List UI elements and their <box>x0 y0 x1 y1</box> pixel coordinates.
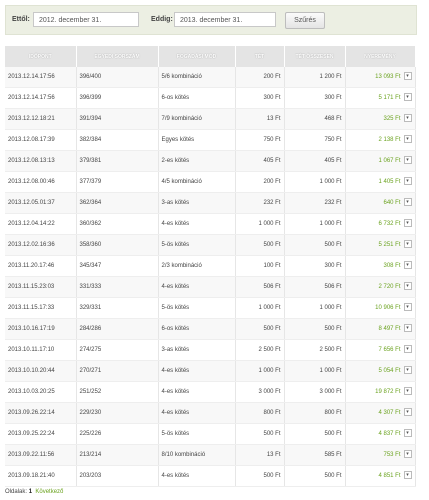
caret-down-icon[interactable]: ▾ <box>404 240 412 248</box>
cell-total-stake <box>284 130 345 151</box>
cell-time <box>5 445 76 466</box>
caret-down-icon[interactable]: ▾ <box>404 471 412 479</box>
caret-down-icon[interactable]: ▾ <box>404 219 412 227</box>
cell-serial-text: 225/226 <box>79 431 102 437</box>
cell-bet-type-text: 2/3 kombináció <box>161 263 202 269</box>
cell-total-stake <box>284 88 345 109</box>
cell-stake <box>235 130 284 151</box>
cell-serial <box>76 67 158 88</box>
table-row <box>5 319 415 340</box>
table-row <box>5 214 415 235</box>
cell-bet-type <box>158 319 235 340</box>
cell-time-text: 2013.12.08.00:46 <box>8 179 55 185</box>
cell-bet-type <box>158 109 235 130</box>
cell-winnings-text: 5 251 Ft <box>378 242 401 248</box>
cell-serial-text: 362/364 <box>79 200 102 206</box>
cell-winnings <box>345 382 415 403</box>
cell-bet-type-text: 5/6 kombináció <box>161 74 202 80</box>
cell-bet-type <box>158 403 235 424</box>
filter-bar <box>5 5 417 35</box>
caret-down-icon[interactable]: ▾ <box>404 72 412 80</box>
cell-bet-type <box>158 361 235 382</box>
header-time[interactable]: IDŐPONT <box>5 46 76 67</box>
cell-time-text: 2013.10.11.17:10 <box>8 347 55 353</box>
cell-time-text: 2013.11.15.17:33 <box>8 305 55 311</box>
cell-time <box>5 466 76 487</box>
cell-time-text: 2013.09.18.21:40 <box>8 473 55 479</box>
header-stake[interactable]: TÉT <box>235 46 284 67</box>
table-row <box>5 466 415 487</box>
cell-stake-text: 200 Ft <box>263 179 281 185</box>
caret-down-icon[interactable]: ▾ <box>404 177 412 185</box>
pagination <box>5 489 63 495</box>
cell-stake-text: 500 Ft <box>263 242 281 248</box>
cell-stake-text: 100 Ft <box>263 263 281 269</box>
to-date-input[interactable]: 2013. december 31. <box>174 12 276 27</box>
cell-time <box>5 277 76 298</box>
cell-serial-text: 358/360 <box>79 242 102 248</box>
cell-bet-type <box>158 88 235 109</box>
cell-stake <box>235 403 284 424</box>
cell-total-stake-text: 405 Ft <box>324 158 342 164</box>
cell-stake <box>235 340 284 361</box>
cell-total-stake <box>284 235 345 256</box>
cell-total-stake-text: 3 000 Ft <box>319 389 342 395</box>
caret-down-icon[interactable]: ▾ <box>404 93 412 101</box>
cell-total-stake-text: 2 500 Ft <box>319 347 342 353</box>
cell-time-text: 2013.12.12.18:21 <box>8 116 55 122</box>
cell-time-text: 2013.10.16.17:19 <box>8 326 55 332</box>
cell-bet-type <box>158 382 235 403</box>
cell-total-stake-text: 300 Ft <box>324 263 342 269</box>
cell-total-stake <box>284 319 345 340</box>
cell-bet-type-text: 4-es kötés <box>161 389 190 395</box>
cell-serial-text: 396/399 <box>79 95 102 101</box>
cell-time <box>5 151 76 172</box>
cell-total-stake-text: 300 Ft <box>324 95 342 101</box>
table-row <box>5 193 415 214</box>
cell-time-text: 2013.12.05.01:37 <box>8 200 55 206</box>
cell-stake-text: 500 Ft <box>263 473 281 479</box>
cell-serial-text: 329/331 <box>79 305 102 311</box>
cell-time-text: 2013.11.20.17:46 <box>8 263 55 269</box>
cell-bet-type <box>158 214 235 235</box>
cell-bet-type-text: 7/9 kombináció <box>161 116 202 122</box>
header-total-stake[interactable]: TÉT ÖSSZESEN <box>284 46 345 67</box>
cell-bet-type <box>158 151 235 172</box>
cell-serial-text: 382/384 <box>79 137 102 143</box>
cell-stake <box>235 109 284 130</box>
cell-winnings-text: 640 Ft <box>383 200 401 206</box>
cell-serial <box>76 445 158 466</box>
cell-total-stake-text: 500 Ft <box>324 326 342 332</box>
cell-bet-type <box>158 298 235 319</box>
cell-stake-text: 13 Ft <box>266 116 281 122</box>
cell-total-stake <box>284 445 345 466</box>
cell-winnings <box>345 361 415 382</box>
caret-down-icon[interactable]: ▾ <box>404 366 412 374</box>
cell-time-text: 2013.10.03.20:25 <box>8 389 55 395</box>
cell-stake <box>235 277 284 298</box>
cell-time <box>5 424 76 445</box>
cell-total-stake-text: 1 000 Ft <box>319 305 342 311</box>
cell-stake-text: 300 Ft <box>263 95 281 101</box>
cell-total-stake <box>284 172 345 193</box>
cell-total-stake-text: 500 Ft <box>324 242 342 248</box>
table-row <box>5 109 415 130</box>
cell-stake-text: 506 Ft <box>263 284 281 290</box>
header-serial[interactable]: EGYEDI SORSZÁM <box>76 46 158 67</box>
cell-serial <box>76 235 158 256</box>
cell-stake <box>235 445 284 466</box>
cell-stake <box>235 382 284 403</box>
cell-bet-type-text: 4-es kötés <box>161 221 190 227</box>
cell-stake-text: 200 Ft <box>263 74 281 80</box>
to-label: Eddig: <box>151 16 173 23</box>
cell-winnings <box>345 109 415 130</box>
table-row <box>5 361 415 382</box>
cell-serial-text: 203/203 <box>79 473 102 479</box>
cell-stake <box>235 214 284 235</box>
cell-bet-type <box>158 340 235 361</box>
table-row <box>5 382 415 403</box>
caret-down-icon[interactable]: ▾ <box>404 387 412 395</box>
cell-time <box>5 109 76 130</box>
cell-winnings <box>345 298 415 319</box>
cell-total-stake <box>284 109 345 130</box>
cell-bet-type <box>158 466 235 487</box>
from-label: Ettől: <box>12 16 30 23</box>
cell-winnings <box>345 340 415 361</box>
header-winnings[interactable]: NYEREMÉNY <box>345 46 415 67</box>
cell-winnings <box>345 466 415 487</box>
cell-winnings-text: 753 Ft <box>383 452 401 458</box>
cell-stake-text: 1 000 Ft <box>258 368 281 374</box>
cell-bet-type-text: 8/10 kombináció <box>161 452 206 458</box>
cell-serial <box>76 214 158 235</box>
cell-time-text: 2013.09.25.22:24 <box>8 431 55 437</box>
cell-serial-text: 377/379 <box>79 179 102 185</box>
table-row <box>5 130 415 151</box>
cell-total-stake <box>284 361 345 382</box>
cell-bet-type-text: 5-ös kötés <box>161 431 190 437</box>
bets-table <box>5 46 416 487</box>
cell-stake <box>235 361 284 382</box>
cell-winnings <box>345 424 415 445</box>
cell-winnings-text: 19 872 Ft <box>375 389 401 395</box>
table-header-row <box>5 46 415 67</box>
cell-winnings-text: 8 497 Ft <box>378 326 401 332</box>
cell-time <box>5 193 76 214</box>
cell-serial <box>76 403 158 424</box>
pager-current-page: 1 <box>28 489 33 495</box>
cell-serial <box>76 151 158 172</box>
cell-time-text: 2013.12.08.13:13 <box>8 158 55 164</box>
table-row <box>5 256 415 277</box>
cell-total-stake-text: 1 000 Ft <box>319 221 342 227</box>
cell-winnings-text: 7 656 Ft <box>378 347 401 353</box>
cell-serial <box>76 193 158 214</box>
cell-bet-type <box>158 424 235 445</box>
caret-down-icon[interactable]: ▾ <box>404 156 412 164</box>
cell-total-stake <box>284 298 345 319</box>
cell-serial-text: 284/286 <box>79 326 102 332</box>
cell-serial-text: 213/214 <box>79 452 102 458</box>
cell-serial-text: 251/252 <box>79 389 102 395</box>
cell-winnings <box>345 214 415 235</box>
cell-serial-text: 379/381 <box>79 158 102 164</box>
cell-winnings <box>345 151 415 172</box>
cell-total-stake <box>284 424 345 445</box>
cell-serial <box>76 361 158 382</box>
cell-time <box>5 298 76 319</box>
cell-bet-type-text: 3-as kötés <box>161 347 190 353</box>
cell-serial-text: 360/362 <box>79 221 102 227</box>
caret-down-icon[interactable]: ▾ <box>404 345 412 353</box>
cell-stake-text: 750 Ft <box>263 137 281 143</box>
cell-total-stake <box>284 340 345 361</box>
cell-bet-type <box>158 235 235 256</box>
cell-serial <box>76 256 158 277</box>
cell-winnings-text: 10 906 Ft <box>375 305 401 311</box>
cell-winnings-text: 1 067 Ft <box>378 158 401 164</box>
cell-time <box>5 130 76 151</box>
cell-bet-type-text: 4/5 kombináció <box>161 179 202 185</box>
cell-bet-type <box>158 172 235 193</box>
cell-winnings <box>345 235 415 256</box>
table-row <box>5 445 415 466</box>
cell-time-text: 2013.12.08.17:39 <box>8 137 55 143</box>
cell-winnings <box>345 403 415 424</box>
table-row <box>5 298 415 319</box>
cell-total-stake-text: 468 Ft <box>324 116 342 122</box>
cell-serial-text: 270/271 <box>79 368 102 374</box>
cell-total-stake-text: 500 Ft <box>324 473 342 479</box>
cell-serial <box>76 298 158 319</box>
cell-winnings-text: 308 Ft <box>383 263 401 269</box>
cell-winnings-text: 5 054 Ft <box>378 368 401 374</box>
cell-total-stake <box>284 256 345 277</box>
table-row <box>5 88 415 109</box>
caret-down-icon[interactable]: ▾ <box>404 429 412 437</box>
cell-time <box>5 382 76 403</box>
cell-bet-type-text: 5-ös kötés <box>161 305 190 311</box>
cell-serial-text: 345/347 <box>79 263 102 269</box>
cell-total-stake <box>284 403 345 424</box>
cell-stake <box>235 151 284 172</box>
cell-bet-type-text: 6-os kötés <box>161 326 190 332</box>
cell-winnings <box>345 193 415 214</box>
cell-serial-text: 331/333 <box>79 284 102 290</box>
caret-down-icon[interactable]: ▾ <box>404 303 412 311</box>
cell-stake <box>235 235 284 256</box>
cell-total-stake <box>284 67 345 88</box>
caret-down-icon[interactable]: ▾ <box>404 324 412 332</box>
cell-serial <box>76 424 158 445</box>
cell-stake <box>235 466 284 487</box>
cell-stake-text: 232 Ft <box>263 200 281 206</box>
cell-bet-type <box>158 67 235 88</box>
cell-time <box>5 88 76 109</box>
cell-time-text: 2013.09.26.22:14 <box>8 410 55 416</box>
cell-serial-text: 396/400 <box>79 74 102 80</box>
cell-total-stake-text: 232 Ft <box>324 200 342 206</box>
cell-winnings-text: 4 307 Ft <box>378 410 401 416</box>
cell-serial <box>76 88 158 109</box>
cell-serial <box>76 466 158 487</box>
table-row <box>5 403 415 424</box>
cell-time-text: 2013.11.15.23:03 <box>8 284 55 290</box>
cell-winnings-text: 4 837 Ft <box>378 431 401 437</box>
cell-stake-text: 2 500 Ft <box>258 347 281 353</box>
caret-down-icon[interactable]: ▾ <box>404 282 412 290</box>
cell-bet-type <box>158 130 235 151</box>
cell-serial-text: 229/230 <box>79 410 102 416</box>
cell-stake <box>235 193 284 214</box>
cell-bet-type <box>158 445 235 466</box>
cell-winnings-text: 13 093 Ft <box>375 74 401 80</box>
cell-winnings-text: 2 138 Ft <box>378 137 401 143</box>
cell-winnings <box>345 256 415 277</box>
cell-bet-type-text: 4-es kötés <box>161 284 190 290</box>
cell-total-stake <box>284 277 345 298</box>
cell-bet-type <box>158 256 235 277</box>
table-row <box>5 151 415 172</box>
cell-time <box>5 214 76 235</box>
cell-winnings-text: 325 Ft <box>383 116 401 122</box>
filter-button[interactable]: Szűrés <box>285 12 325 29</box>
table-row <box>5 67 415 88</box>
cell-bet-type-text: 2-es kötés <box>161 158 190 164</box>
cell-bet-type <box>158 193 235 214</box>
cell-time-text: 2013.09.22.11:56 <box>8 452 55 458</box>
cell-time <box>5 403 76 424</box>
cell-total-stake-text: 500 Ft <box>324 431 342 437</box>
cell-time <box>5 361 76 382</box>
cell-bet-type-text: 5-ös kötés <box>161 242 190 248</box>
cell-total-stake <box>284 466 345 487</box>
cell-serial-text: 274/275 <box>79 347 102 353</box>
table-row <box>5 172 415 193</box>
table-row <box>5 340 415 361</box>
cell-total-stake <box>284 151 345 172</box>
cell-winnings <box>345 172 415 193</box>
cell-total-stake-text: 1 200 Ft <box>319 74 342 80</box>
cell-serial <box>76 382 158 403</box>
table-row <box>5 235 415 256</box>
cell-stake-text: 13 Ft <box>266 452 281 458</box>
cell-stake <box>235 256 284 277</box>
pager-label: Oldalak: <box>5 489 28 495</box>
cell-stake <box>235 424 284 445</box>
cell-total-stake <box>284 382 345 403</box>
cell-stake-text: 1 000 Ft <box>258 305 281 311</box>
cell-total-stake <box>284 214 345 235</box>
table-row <box>5 424 415 445</box>
cell-total-stake-text: 800 Ft <box>324 410 342 416</box>
cell-time <box>5 67 76 88</box>
cell-total-stake <box>284 193 345 214</box>
cell-winnings-text: 1 405 Ft <box>378 179 401 185</box>
cell-bet-type-text: 4-es kötés <box>161 473 190 479</box>
cell-winnings <box>345 88 415 109</box>
cell-time <box>5 340 76 361</box>
cell-stake-text: 500 Ft <box>263 431 281 437</box>
caret-down-icon[interactable]: ▾ <box>404 450 412 458</box>
cell-stake-text: 3 000 Ft <box>258 389 281 395</box>
cell-winnings-text: 5 171 Ft <box>378 95 401 101</box>
cell-time <box>5 319 76 340</box>
cell-time-text: 2013.12.14.17:56 <box>8 74 55 80</box>
cell-bet-type-text: 4-es kötés <box>161 410 190 416</box>
caret-down-icon[interactable]: ▾ <box>404 198 412 206</box>
cell-serial <box>76 277 158 298</box>
cell-total-stake-text: 1 000 Ft <box>319 179 342 185</box>
cell-winnings <box>345 130 415 151</box>
cell-winnings <box>345 445 415 466</box>
cell-total-stake-text: 750 Ft <box>324 137 342 143</box>
cell-serial-text: 391/394 <box>79 116 102 122</box>
cell-time-text: 2013.10.10.20:44 <box>8 368 55 374</box>
cell-total-stake-text: 585 Ft <box>324 452 342 458</box>
cell-winnings <box>345 67 415 88</box>
cell-total-stake-text: 506 Ft <box>324 284 342 290</box>
cell-winnings-text: 2 720 Ft <box>378 284 401 290</box>
cell-time-text: 2013.12.14.17:56 <box>8 95 55 101</box>
cell-time-text: 2013.12.02.16:36 <box>8 242 55 248</box>
caret-down-icon[interactable]: ▾ <box>404 114 412 122</box>
cell-serial <box>76 340 158 361</box>
cell-stake-text: 800 Ft <box>263 410 281 416</box>
cell-stake-text: 405 Ft <box>263 158 281 164</box>
cell-stake <box>235 88 284 109</box>
cell-stake <box>235 172 284 193</box>
cell-serial <box>76 109 158 130</box>
cell-winnings <box>345 319 415 340</box>
pager-next-link[interactable]: Következő <box>35 489 64 495</box>
cell-stake-text: 1 000 Ft <box>258 221 281 227</box>
cell-time-text: 2013.12.04.14:22 <box>8 221 55 227</box>
cell-winnings <box>345 277 415 298</box>
cell-stake <box>235 319 284 340</box>
cell-total-stake-text: 1 000 Ft <box>319 368 342 374</box>
caret-down-icon[interactable]: ▾ <box>404 408 412 416</box>
from-date-input[interactable]: 2012. december 31. <box>33 12 139 27</box>
cell-serial <box>76 130 158 151</box>
cell-bet-type-text: Egyes kötés <box>161 137 195 143</box>
header-bet-type[interactable]: FOGADÁSI MÓD <box>158 46 235 67</box>
cell-time <box>5 172 76 193</box>
cell-serial <box>76 319 158 340</box>
cell-bet-type <box>158 277 235 298</box>
cell-time <box>5 256 76 277</box>
table-row <box>5 277 415 298</box>
cell-serial <box>76 172 158 193</box>
caret-down-icon[interactable]: ▾ <box>404 135 412 143</box>
cell-stake <box>235 67 284 88</box>
caret-down-icon[interactable]: ▾ <box>404 261 412 269</box>
cell-bet-type-text: 6-os kötés <box>161 95 190 101</box>
cell-bet-type-text: 4-es kötés <box>161 368 190 374</box>
cell-stake <box>235 298 284 319</box>
cell-winnings-text: 4 851 Ft <box>378 473 401 479</box>
cell-stake-text: 500 Ft <box>263 326 281 332</box>
cell-time <box>5 235 76 256</box>
cell-bet-type-text: 3-as kötés <box>161 200 190 206</box>
cell-winnings-text: 6 732 Ft <box>378 221 401 227</box>
